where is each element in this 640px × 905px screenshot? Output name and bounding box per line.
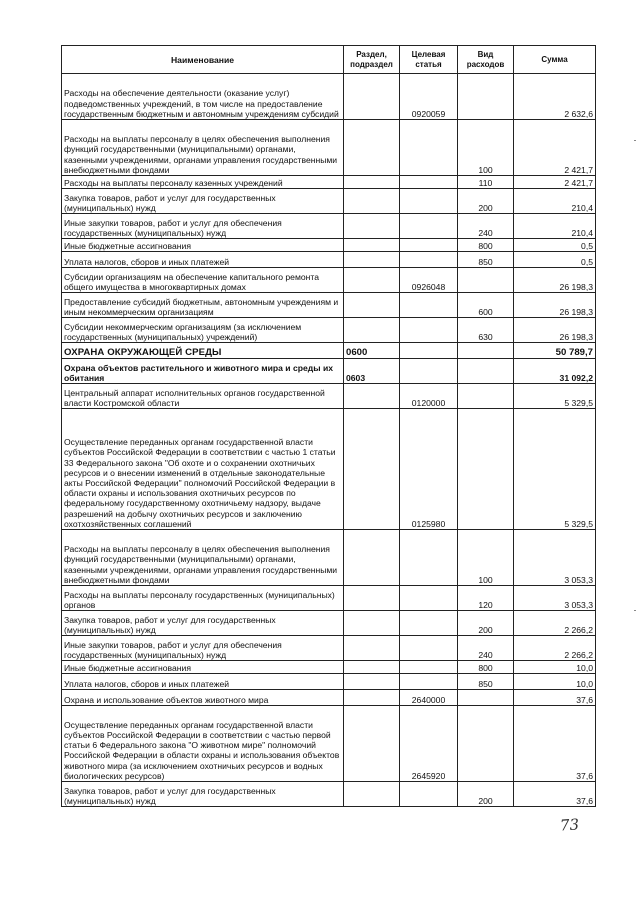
row-razdel-cell <box>344 674 400 690</box>
row-target-article-cell <box>400 239 458 252</box>
row-target-article-cell <box>400 674 458 690</box>
row-expense-type-cell: 100 <box>458 530 514 586</box>
row-expense-type-cell: 850 <box>458 252 514 268</box>
table-body <box>62 74 596 807</box>
row-target-article-cell <box>400 611 458 636</box>
row-target-article-cell <box>400 636 458 661</box>
row-sum-cell: 26 198,3 <box>514 318 596 343</box>
row-target-article-cell: 0125980 <box>400 409 458 530</box>
row-expense-type-cell: 120 <box>458 586 514 611</box>
table-row <box>62 611 596 636</box>
table-row <box>62 239 596 252</box>
row-sum-cell: 10,0 <box>514 661 596 674</box>
table-row <box>62 74 596 120</box>
header-target-article: Целевая статья <box>400 46 458 74</box>
row-sum-cell: 26 198,3 <box>514 293 596 318</box>
row-razdel-cell <box>344 611 400 636</box>
table-row <box>62 706 596 782</box>
row-target-article-cell: 0120000 <box>400 384 458 409</box>
row-expense-type-cell <box>458 706 514 782</box>
table-row <box>62 586 596 611</box>
row-sum-cell: 3 053,3 <box>514 586 596 611</box>
row-expense-type-cell: 630 <box>458 318 514 343</box>
row-name-cell: Осуществление переданных органам государственной власти субъектов Российской Федерации в соответствии с частью 1 статьи 33 Федерального закона "Об охоте и о сохранении охотничьих ресурсов и о внесении изменений в отдельные законодательные акты Российской Федерации" полномочий Российской Федерации в области охраны и использования охотничьих ресурсов по федеральному государственному охотничьему надзору, выдаче разрешений на добычу охотничьих ресурсов и заключению охотхозяйственных соглашений <box>62 409 344 530</box>
row-name-cell: Расходы на выплаты персоналу казенных учреждений <box>62 176 344 189</box>
row-expense-type-cell: 100 <box>458 120 514 176</box>
row-expense-type-cell: 600 <box>458 293 514 318</box>
header-sum: Сумма <box>514 46 596 74</box>
row-razdel-cell <box>344 690 400 706</box>
row-name-cell: Расходы на выплаты персоналу государственных (муниципальных) органов <box>62 586 344 611</box>
row-expense-type-cell <box>458 409 514 530</box>
scan-mark <box>634 140 636 141</box>
row-razdel-cell <box>344 409 400 530</box>
row-target-article-cell <box>400 359 458 384</box>
row-name-cell: Закупка товаров, работ и услуг для государственных (муниципальных) нужд <box>62 782 344 807</box>
row-razdel-cell: 0603 <box>344 359 400 384</box>
row-expense-type-cell: 200 <box>458 782 514 807</box>
row-expense-type-cell <box>458 74 514 120</box>
row-name-cell: Субсидии организациям на обеспечение капитального ремонта общего имущества в многоквартирных домах <box>62 268 344 293</box>
row-name-cell: Уплата налогов, сборов и иных платежей <box>62 674 344 690</box>
row-razdel-cell <box>344 586 400 611</box>
row-razdel-cell <box>344 176 400 189</box>
table-row <box>62 384 596 409</box>
table-row <box>62 409 596 530</box>
row-razdel-cell <box>344 293 400 318</box>
header-razdel: Раздел, подраздел <box>344 46 400 74</box>
row-name-cell: Центральный аппарат исполнительных органов государственной власти Костромской области <box>62 384 344 409</box>
row-target-article-cell <box>400 530 458 586</box>
row-expense-type-cell <box>458 268 514 293</box>
table-row <box>62 189 596 214</box>
row-sum-cell: 50 789,7 <box>514 343 596 359</box>
row-name-cell: Иные закупки товаров, работ и услуг для обеспечения государственных (муниципальных) нужд <box>62 636 344 661</box>
row-razdel-cell <box>344 318 400 343</box>
row-name-cell: Расходы на обеспечение деятельности (оказание услуг) подведомственных учреждений, в том числе на предоставление государственным бюджетным и автономным учреждениям субсидий <box>62 74 344 120</box>
row-name-cell: Иные закупки товаров, работ и услуг для обеспечения государственных (муниципальных) нужд <box>62 214 344 239</box>
row-target-article-cell <box>400 661 458 674</box>
row-expense-type-cell: 110 <box>458 176 514 189</box>
row-target-article-cell: 2645920 <box>400 706 458 782</box>
row-expense-type-cell <box>458 690 514 706</box>
row-razdel-cell <box>344 782 400 807</box>
row-sum-cell: 3 053,3 <box>514 530 596 586</box>
header-name: Наименование <box>62 46 344 74</box>
row-name-cell: Осуществление переданных органам государственной власти субъектов Российской Федерации в соответствии с частью первой статьи 6 Федерального закона "О животном мире" полномочий Российской Федерации в области охраны и использования объектов животного мира (за исключением охотничьих ресурсов и водных биологических ресурсов) <box>62 706 344 782</box>
row-target-article-cell <box>400 252 458 268</box>
row-name-cell: Расходы на выплаты персоналу в целях обеспечения выполнения функций государственными (муниципальными) органами, казенными учреждениями, органами управления государственными внебюджетными фондами <box>62 120 344 176</box>
row-name-cell: Закупка товаров, работ и услуг для государственных (муниципальных) нужд <box>62 189 344 214</box>
row-sum-cell: 5 329,5 <box>514 409 596 530</box>
row-name-cell: Предоставление субсидий бюджетным, автономным учреждениям и иным некоммерческим организациям <box>62 293 344 318</box>
row-sum-cell: 31 092,2 <box>514 359 596 384</box>
row-razdel-cell <box>344 239 400 252</box>
row-razdel-cell <box>344 661 400 674</box>
row-target-article-cell <box>400 343 458 359</box>
row-razdel-cell <box>344 120 400 176</box>
table-row <box>62 268 596 293</box>
row-sum-cell: 0,5 <box>514 239 596 252</box>
row-razdel-cell <box>344 636 400 661</box>
row-razdel-cell: 0600 <box>344 343 400 359</box>
row-name-cell: Охрана объектов растительного и животного мира и среды их обитания <box>62 359 344 384</box>
row-target-article-cell <box>400 293 458 318</box>
row-sum-cell: 2 632,6 <box>514 74 596 120</box>
row-name-cell: Иные бюджетные ассигнования <box>62 661 344 674</box>
row-razdel-cell <box>344 74 400 120</box>
row-sum-cell: 210,4 <box>514 214 596 239</box>
table-row <box>62 120 596 176</box>
row-razdel-cell <box>344 189 400 214</box>
table-row <box>62 690 596 706</box>
row-sum-cell: 26 198,3 <box>514 268 596 293</box>
table-row <box>62 661 596 674</box>
table-row <box>62 318 596 343</box>
row-target-article-cell <box>400 120 458 176</box>
row-target-article-cell <box>400 214 458 239</box>
row-name-cell: Расходы на выплаты персоналу в целях обеспечения выполнения функций государственными (муниципальными) органами, казенными учреждениями, органами управления государственными внебюджетными фондами <box>62 530 344 586</box>
row-sum-cell: 210,4 <box>514 189 596 214</box>
row-target-article-cell <box>400 189 458 214</box>
row-expense-type-cell: 800 <box>458 661 514 674</box>
budget-table <box>61 45 596 807</box>
row-sum-cell: 2 266,2 <box>514 611 596 636</box>
row-razdel-cell <box>344 268 400 293</box>
row-razdel-cell <box>344 384 400 409</box>
row-sum-cell: 37,6 <box>514 706 596 782</box>
row-target-article-cell <box>400 782 458 807</box>
table-row <box>62 359 596 384</box>
row-expense-type-cell: 800 <box>458 239 514 252</box>
row-sum-cell: 0,5 <box>514 252 596 268</box>
row-name-cell: ОХРАНА ОКРУЖАЮЩЕЙ СРЕДЫ <box>62 343 344 359</box>
table-header-row <box>62 46 596 74</box>
table-row <box>62 343 596 359</box>
row-expense-type-cell <box>458 359 514 384</box>
row-sum-cell: 10,0 <box>514 674 596 690</box>
row-expense-type-cell <box>458 343 514 359</box>
row-target-article-cell <box>400 176 458 189</box>
row-target-article-cell <box>400 318 458 343</box>
row-target-article-cell: 0920059 <box>400 74 458 120</box>
row-expense-type-cell: 240 <box>458 214 514 239</box>
table-row <box>62 252 596 268</box>
row-expense-type-cell: 200 <box>458 611 514 636</box>
table-row <box>62 530 596 586</box>
table-row <box>62 674 596 690</box>
table-row <box>62 636 596 661</box>
row-name-cell: Субсидии некоммерческим организациям (за исключением государственных (муниципальных) учреждений) <box>62 318 344 343</box>
row-target-article-cell: 2640000 <box>400 690 458 706</box>
row-expense-type-cell: 200 <box>458 189 514 214</box>
row-expense-type-cell: 240 <box>458 636 514 661</box>
row-razdel-cell <box>344 530 400 586</box>
table-row <box>62 176 596 189</box>
row-sum-cell: 2 266,2 <box>514 636 596 661</box>
row-name-cell: Иные бюджетные ассигнования <box>62 239 344 252</box>
row-name-cell: Закупка товаров, работ и услуг для государственных (муниципальных) нужд <box>62 611 344 636</box>
row-sum-cell: 2 421,7 <box>514 176 596 189</box>
header-expense-type: Вид расходов <box>458 46 514 74</box>
row-expense-type-cell: 850 <box>458 674 514 690</box>
row-name-cell: Уплата налогов, сборов и иных платежей <box>62 252 344 268</box>
row-name-cell: Охрана и использование объектов животного мира <box>62 690 344 706</box>
table-row <box>62 293 596 318</box>
table-row <box>62 214 596 239</box>
row-sum-cell: 37,6 <box>514 782 596 807</box>
row-expense-type-cell <box>458 384 514 409</box>
page-number: 73 <box>559 815 580 835</box>
scan-mark <box>634 610 636 611</box>
row-sum-cell: 2 421,7 <box>514 120 596 176</box>
row-sum-cell: 37,6 <box>514 690 596 706</box>
row-sum-cell: 5 329,5 <box>514 384 596 409</box>
row-razdel-cell <box>344 252 400 268</box>
table-row <box>62 782 596 807</box>
row-razdel-cell <box>344 706 400 782</box>
row-target-article-cell <box>400 586 458 611</box>
row-razdel-cell <box>344 214 400 239</box>
row-target-article-cell: 0926048 <box>400 268 458 293</box>
